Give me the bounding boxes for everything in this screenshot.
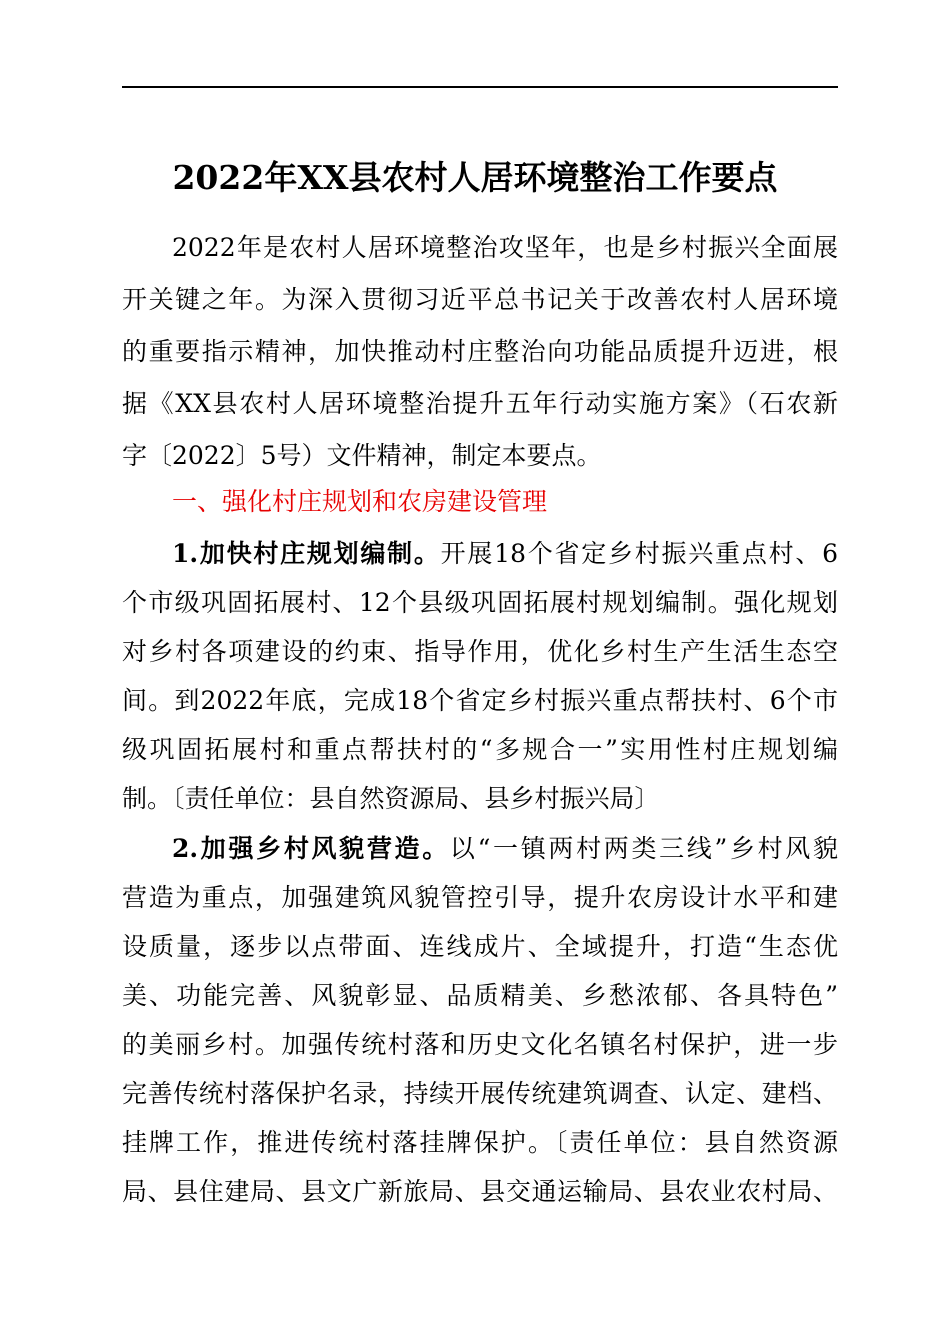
item-2-line-2: 营造为重点，加强建筑风貌管控引导，提升农房设计水平和建 bbox=[122, 883, 838, 912]
item-1-line-4: 间。到2022年底，完成18个省定乡村振兴重点帮扶村、6个市 bbox=[122, 686, 838, 715]
item-2-line-5: 的美丽乡村。加强传统村落和历史文化名镇名村保护，进一步 bbox=[122, 1030, 838, 1059]
document-title: 2022年XX县农村人居环境整治工作要点 bbox=[172, 158, 778, 197]
intro-line-3: 的重要指示精神，加快推动村庄整治向功能品质提升迈进，根 bbox=[122, 337, 838, 366]
item-2-line-7: 挂牌工作，推进传统村落挂牌保护。〔责任单位：县自然资源 bbox=[122, 1128, 838, 1157]
intro-line-1: 2022年是农村人居环境整治攻坚年，也是乡村振兴全面展 bbox=[172, 233, 838, 262]
intro-line-4: 据《XX县农村人居环境整治提升五年行动实施方案》（石农新 bbox=[122, 389, 838, 418]
intro-line-5: 字〔2022〕5号）文件精神，制定本要点。 bbox=[122, 441, 602, 470]
item-2-line-4: 美、功能完善、风貌彰显、品质精美、乡愁浓郁、各具特色” bbox=[122, 981, 838, 1010]
item-1-line-2: 个市级巩固拓展村、12个县级巩固拓展村规划编制。强化规划 bbox=[122, 588, 838, 617]
item-2-lead: 2.加强乡村风貌营造。 bbox=[172, 834, 450, 863]
item-2-line-6: 完善传统村落保护名录，持续开展传统建筑调查、认定、建档、 bbox=[122, 1079, 838, 1108]
intro-line-2: 开关键之年。为深入贯彻习近平总书记关于改善农村人居环境 bbox=[122, 285, 838, 314]
item-2-first-line-rest: 以“一镇两村两类三线”乡村风貌 bbox=[449, 834, 838, 863]
item-2-line-1 bbox=[172, 823, 838, 875]
item-1-line-3: 对乡村各项建设的约束、指导作用，优化乡村生产生活生态空 bbox=[122, 637, 838, 666]
item-1-line-1 bbox=[172, 528, 838, 580]
header-rule bbox=[122, 86, 838, 88]
item-1-lead: 1.加快村庄规划编制。 bbox=[172, 539, 441, 568]
item-2-line-3: 设质量，逐步以点带面、连线成片、全域提升，打造“生态优 bbox=[122, 932, 838, 961]
item-1-line-6: 制。〔责任单位：县自然资源局、县乡村振兴局〕 bbox=[122, 784, 660, 813]
item-2-line-8: 局、县住建局、县文广新旅局、县交通运输局、县农业农村局、 bbox=[122, 1177, 838, 1206]
item-1-line-5: 级巩固拓展村和重点帮扶村的“多规合一”实用性村庄规划编 bbox=[122, 735, 838, 764]
section-heading-1: 一、强化村庄规划和农房建设管理 bbox=[172, 487, 548, 516]
item-1-first-line-rest: 开展18个省定乡村振兴重点村、6 bbox=[440, 539, 838, 568]
